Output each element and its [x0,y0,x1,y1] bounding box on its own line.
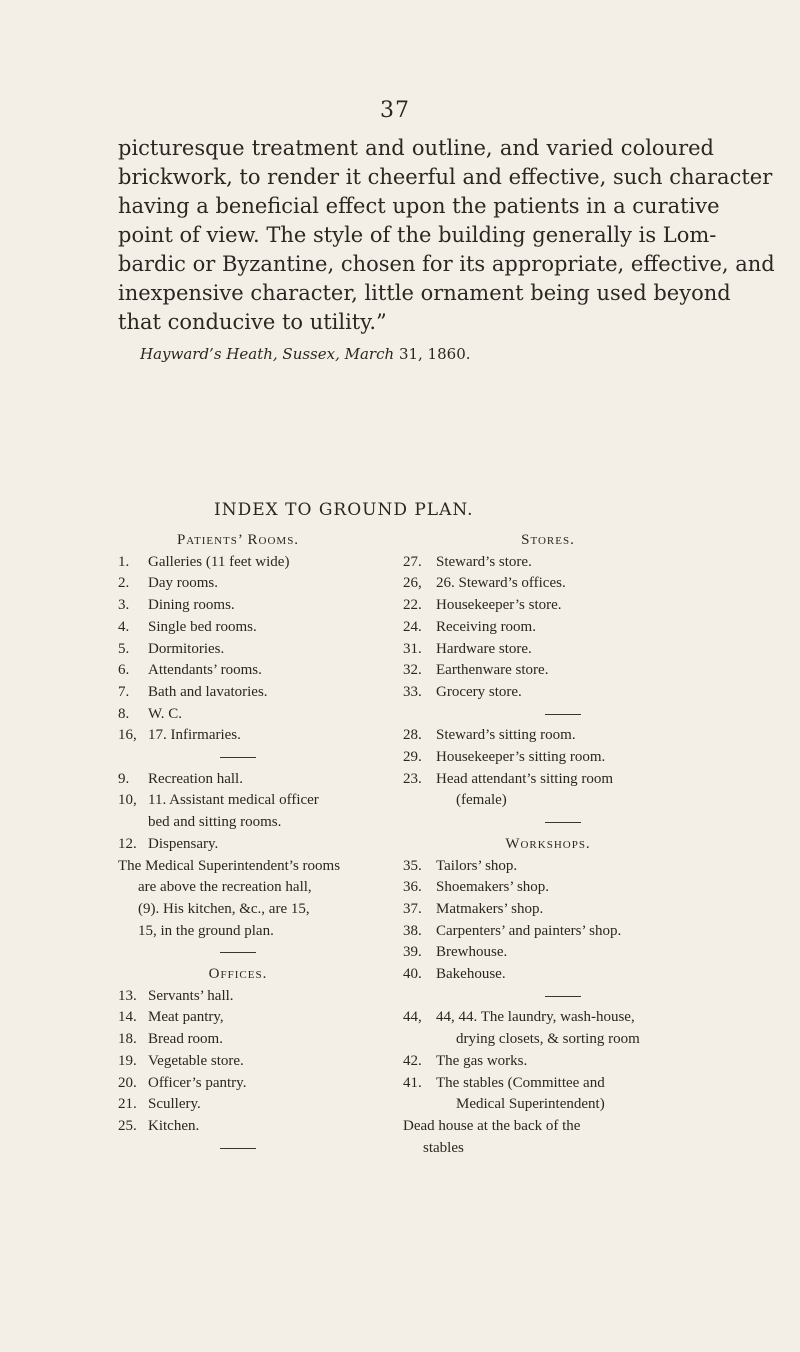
note-line: (9). His kitchen, &c., are 15, [138,900,310,917]
list-item [118,573,388,595]
item-text: Brewhouse. [436,944,508,961]
list-item [118,1051,388,1073]
section-divider [403,704,723,726]
item-number: 29. [403,749,422,766]
list-item [403,682,723,704]
item-text: Head attendant’s sitting room [436,770,614,787]
item-number: 40. [403,966,422,983]
item-number: 38. [403,922,422,939]
list-item [118,682,388,704]
item-number: 41. [403,1074,422,1091]
item-text: Vegetable store. [148,1052,244,1069]
offices-heading: Offices. [208,966,268,983]
item-text: 11. Assistant medical officer [148,792,319,809]
intro-paragraph [118,134,775,337]
signature-line [140,345,471,363]
list-item [118,704,388,726]
item-number: 22. [403,597,422,614]
item-text: Dispensary. [148,835,219,852]
list-item [403,1051,723,1073]
item-number: 6. [118,662,130,679]
list-item [118,639,388,661]
item-number: 27. [403,553,422,570]
list-item [403,1007,723,1029]
item-number: 28. [403,727,422,744]
list-item [403,595,723,617]
list-item [403,725,723,747]
item-text: 26. Steward’s offices. [436,575,566,592]
intro-line: brickwork, to render it cheerful and effective, such character [118,165,773,189]
item-text: Meat pantry, [148,1009,224,1026]
list-item [118,769,388,791]
list-item [118,1073,388,1095]
item-text: Dormitories. [148,640,225,657]
list-item [118,790,388,812]
item-number: 14. [118,1009,137,1026]
item-continuation: bed and sitting rooms. [148,814,282,831]
item-number: 31. [403,640,422,657]
list-item [403,899,723,921]
item-number: 2. [118,575,130,592]
item-text: Recreation hall. [148,770,243,787]
item-number: 25. [118,1117,137,1134]
list-item [403,1073,723,1095]
intro-line: that conducive to utility.” [118,310,387,334]
item-number: 7. [118,683,130,700]
list-item [403,964,723,986]
dead-house-item: Dead house at the back of the [403,1117,581,1134]
list-item [118,552,388,574]
item-text: Day rooms. [148,575,218,592]
intro-line: point of view. The style of the building generally is Lom- [118,223,717,247]
list-item [118,834,388,856]
list-item [403,639,723,661]
list-item [118,660,388,682]
signature-place: Hayward’s Heath, Sussex, March [140,345,395,363]
list-item [118,725,388,747]
item-number: 8. [118,705,130,722]
section-divider [403,986,723,1008]
item-text: Steward’s store. [436,553,532,570]
item-number: 9. [118,770,130,787]
list-item [403,747,723,769]
item-text: 17. Infirmaries. [148,727,241,744]
item-text: Officer’s pantry. [148,1074,247,1091]
page-number: 37 [380,98,410,123]
item-text: Bakehouse. [436,966,506,983]
item-number: 20. [118,1074,137,1091]
item-text: Servants’ hall. [148,987,234,1004]
item-text: 44, 44. The laundry, wash-house, [436,1009,635,1026]
item-text: Shoemakers’ shop. [436,879,550,896]
superintendent-note [118,856,388,943]
item-number: 35. [403,857,422,874]
list-item [403,921,723,943]
item-number: 1. [118,553,130,570]
list-item [118,1116,388,1138]
note-line: are above the recreation hall, [138,879,312,896]
index-title: INDEX TO GROUND PLAN. [214,500,474,520]
item-number: 10, [118,792,137,809]
item-text: Steward’s sitting room. [436,727,576,744]
list-item [403,769,723,791]
item-continuation: stables [423,1139,464,1156]
item-text: Tailors’ shop. [436,857,518,874]
list-item [118,1029,388,1051]
item-number: 18. [118,1031,137,1048]
item-number: 42. [403,1052,422,1069]
signature-date: 31, 1860. [398,345,471,363]
list-item [403,617,723,639]
item-number: 44, [403,1009,422,1026]
note-line: 15, in the ground plan. [138,922,274,939]
list-item [403,856,723,878]
item-number: 3. [118,597,130,614]
item-text: Attendants’ rooms. [148,662,262,679]
stores-heading: Stores. [521,532,575,548]
item-text: Housekeeper’s store. [436,597,562,614]
section-divider [118,747,388,769]
item-text: Hardware store. [436,640,532,657]
item-continuation: drying closets, & sorting room [456,1031,640,1048]
item-text: Bath and lavatories. [148,683,268,700]
intro-line: bardic or Byzantine, chosen for its appropriate, effective, and [118,252,775,276]
note-line: The Medical Superintendent’s rooms [118,857,341,874]
item-number: 33. [403,683,422,700]
list-item [118,986,388,1008]
list-item [403,942,723,964]
list-item [118,595,388,617]
section-divider [403,812,723,834]
intro-line: picturesque treatment and outline, and varied coloured [118,136,714,160]
item-text: Dining rooms. [148,597,235,614]
index-left-column [118,530,388,1159]
workshops-heading: Workshops. [505,835,591,852]
item-number: 39. [403,944,422,961]
index-right-column [403,530,723,1159]
item-text: Scullery. [148,1096,201,1113]
item-text: Housekeeper’s sitting room. [436,749,606,766]
list-item [403,877,723,899]
item-text: Carpenters’ and painters’ shop. [436,922,622,939]
item-text: Earthenware store. [436,662,549,679]
item-number: 16, [118,727,137,744]
item-number: 21. [118,1096,137,1113]
item-number: 13. [118,987,137,1004]
item-text: The stables (Committee and [436,1074,605,1091]
patients-rooms-heading: Patients’ Rooms. [176,532,300,548]
list-item [118,1007,388,1029]
item-text: Single bed rooms. [148,618,257,635]
list-item [403,660,723,682]
item-text: Matmakers’ shop. [436,900,544,917]
item-text: Kitchen. [148,1117,200,1134]
item-text: Grocery store. [436,683,522,700]
item-number: 37. [403,900,422,917]
list-item [403,573,723,595]
item-number: 19. [118,1052,137,1069]
item-number: 26, [403,575,422,592]
item-number: 12. [118,835,137,852]
item-number: 5. [118,640,130,657]
item-number: 4. [118,618,130,635]
item-number: 32. [403,662,422,679]
item-text: Galleries (11 feet wide) [148,553,290,570]
item-number: 23. [403,770,422,787]
item-continuation: (female) [456,792,507,809]
item-number: 24. [403,618,422,635]
item-text: The gas works. [436,1052,528,1069]
intro-line: inexpensive character, little ornament being used beyond [118,281,731,305]
item-text: W. C. [148,705,183,722]
item-number: 36. [403,879,422,896]
list-item [403,552,723,574]
list-item [118,1094,388,1116]
list-item [118,617,388,639]
intro-line: having a beneficial effect upon the patients in a curative [118,194,720,218]
item-text: Receiving room. [436,618,536,635]
item-continuation: Medical Superintendent) [456,1096,605,1113]
item-text: Bread room. [148,1031,223,1048]
section-divider [118,1138,388,1160]
section-divider [118,942,388,964]
